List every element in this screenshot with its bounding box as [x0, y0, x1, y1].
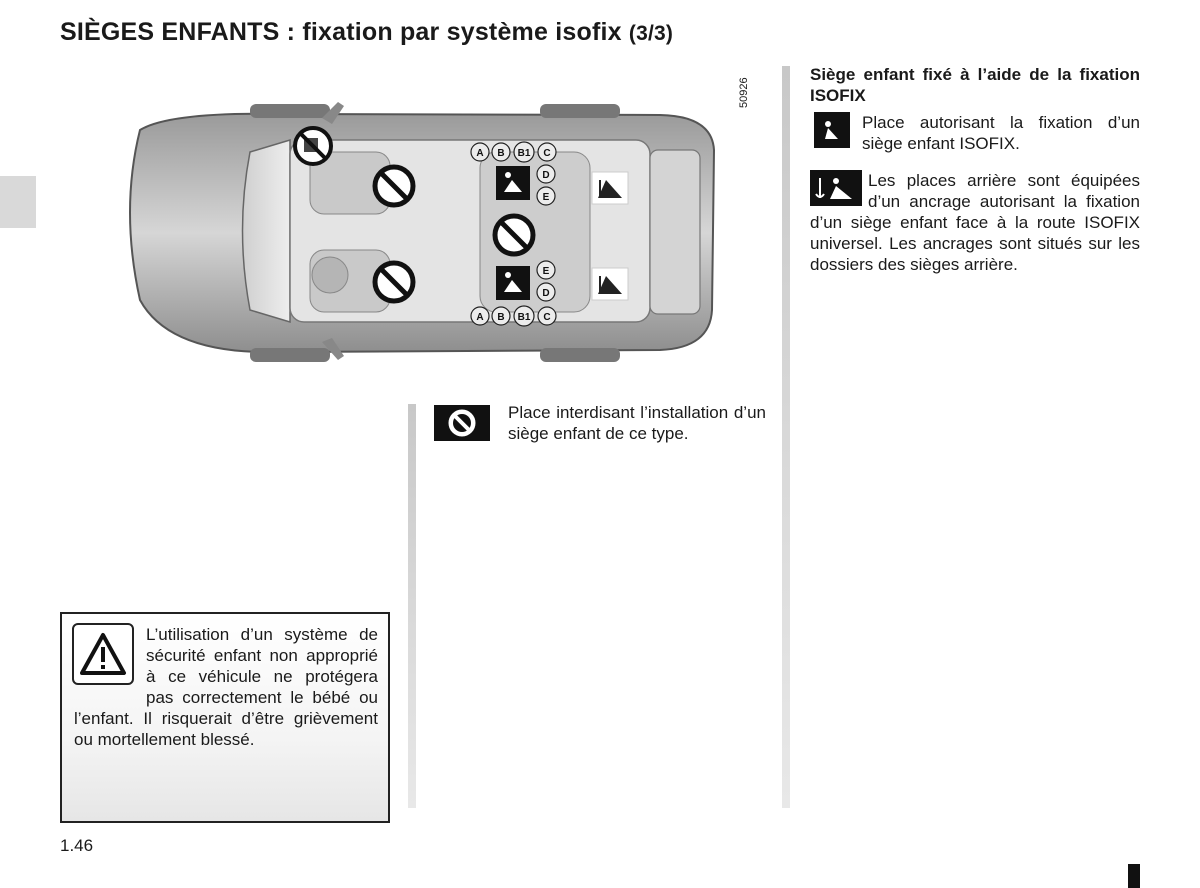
- page-title-part: (3/3): [628, 22, 674, 45]
- label-b1: B1: [517, 312, 531, 323]
- label-e: E: [542, 266, 550, 277]
- chapter-tab: [0, 176, 36, 228]
- prohibited-icon: [495, 216, 533, 254]
- label-c: C: [543, 312, 551, 323]
- wheel-front-left: [250, 104, 330, 118]
- label-c: C: [543, 148, 551, 159]
- label-e: E: [542, 192, 550, 203]
- right-column: [810, 64, 1140, 275]
- prohibited-icon: [447, 408, 477, 438]
- page-title: [60, 18, 673, 47]
- column-divider-right: [782, 66, 790, 808]
- label-a: A: [476, 312, 484, 323]
- isofix-anchorage-icon: [592, 172, 628, 204]
- label-b: B: [497, 148, 505, 159]
- wheel-rear-right: [540, 348, 620, 362]
- isofix-allowed-paragraph: [810, 112, 1140, 154]
- isofix-seat-icon: [496, 266, 530, 300]
- column-divider-middle: [408, 404, 416, 808]
- label-d: D: [542, 288, 550, 299]
- wheel-front-right: [250, 348, 330, 362]
- isofix-anchorage-icon: [810, 170, 862, 206]
- windshield: [243, 140, 291, 322]
- car-diagram: [100, 60, 760, 380]
- label-d: D: [542, 170, 550, 181]
- page-title-main: SIÈGES ENFANTS : fixation par système isofix: [60, 18, 622, 46]
- label-b: B: [497, 312, 505, 323]
- isofix-seat-icon: [814, 112, 850, 148]
- warning-triangle-icon: [72, 623, 134, 685]
- isofix-seat-icon: [496, 166, 530, 200]
- section-heading: Siège enfant fixé à l’aide de la fixation ISOFIX: [810, 65, 1140, 105]
- figure-code: 50926: [738, 77, 750, 108]
- wheel-rear-left: [540, 104, 620, 118]
- label-b1: B1: [517, 148, 531, 159]
- label-a: A: [476, 148, 484, 159]
- warning-box: [60, 612, 390, 823]
- airbag-prohibited-icon: [295, 128, 331, 164]
- steering-wheel: [312, 257, 348, 293]
- isofix-anchorage-paragraph: [810, 170, 1140, 275]
- page-number: 1.46: [60, 836, 94, 855]
- isofix-anchorage-icon: [592, 268, 628, 300]
- legend-forbidden: [434, 402, 766, 444]
- isofix-allowed-text: Place autorisant la fixation d’un siège enfant ISOFIX.: [862, 113, 1140, 153]
- page-corner-mark: [1128, 864, 1140, 888]
- trunk: [650, 150, 700, 314]
- forbidden-symbol: [434, 405, 490, 441]
- prohibited-icon: [375, 263, 413, 301]
- car-top-view-figure: [100, 60, 760, 380]
- warning-text: L’utilisation d’un système de sécurité enfant non approprié à ce véhicule ne protégera pas correctement le bébé ou l’enfant. Il risquerait d’être grièvement ou mortellement blessé.: [74, 625, 378, 749]
- isofix-anchorage-text: Les places arrière sont équipées d’un ancrage autorisant la fixation d’un siège enfant face à la route ISOFIX universel. Les ancrages sont situés sur les dossiers des sièges arrière.: [810, 171, 1140, 274]
- prohibited-icon: [375, 167, 413, 205]
- legend-forbidden-text: Place interdisant l’installation d’un siège enfant de ce type.: [508, 403, 766, 443]
